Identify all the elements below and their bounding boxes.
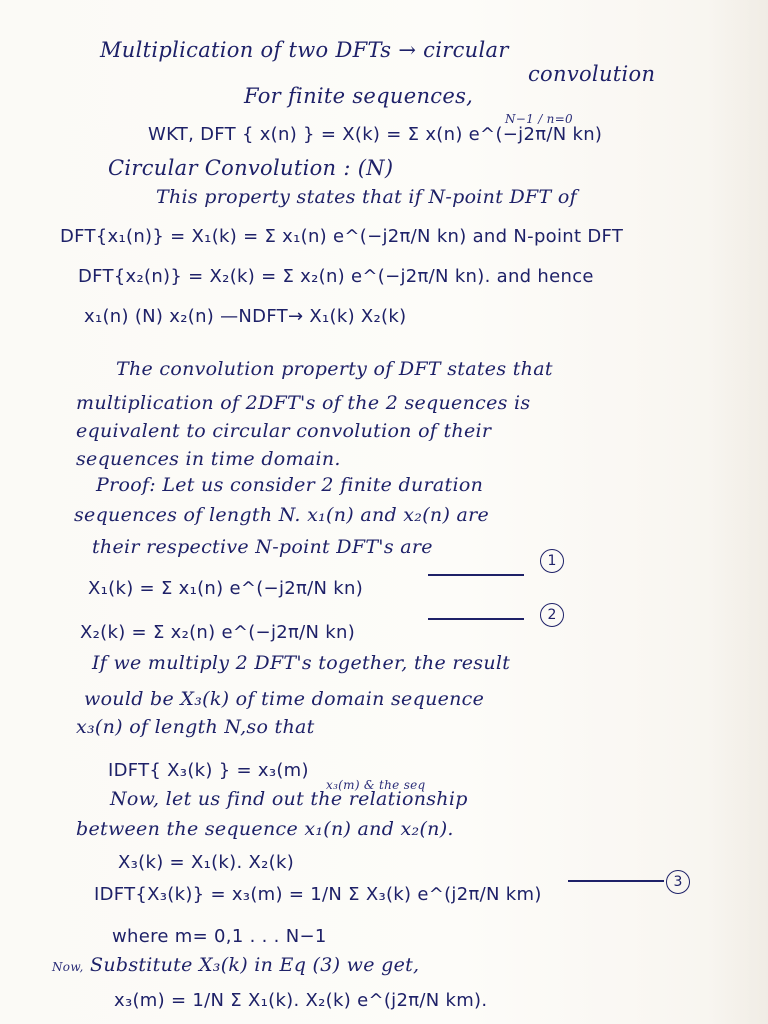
text-line-p11: their respective N-point DFT's are	[92, 536, 433, 558]
equation-dft-x2: DFT{x₂(n)} = X₂(k) = Σ x₂(n) e^(−j2π/N kn). and hence	[78, 266, 594, 287]
equation-idft-x3: IDFT{ X₃(k) } = x₃(m)	[108, 760, 309, 781]
text-line-substitute: Substitute X₃(k) in Eq (3) we get,	[90, 954, 420, 976]
title-line-1: Multiplication of two DFTs → circular	[100, 38, 509, 62]
text-line-p6: multiplication of 2DFT's of the 2 sequences is	[76, 392, 531, 414]
text-line-where: where m= 0,1 . . . N−1	[112, 926, 327, 947]
circular-convolution-heading: Circular Convolution : (N)	[108, 156, 394, 180]
equation-2: X₂(k) = Σ x₂(n) e^(−j2π/N kn)	[80, 622, 356, 643]
text-line-p14: x₃(n) of length N,so that	[76, 716, 315, 738]
equation-3-leader	[568, 880, 664, 882]
equation-1: X₁(k) = Σ x₁(n) e^(−j2π/N kn)	[88, 578, 364, 599]
text-line-p17: between the sequence x₁(n) and x₂(n).	[76, 818, 454, 840]
text-line-p5: The convolution property of DFT states that	[116, 358, 553, 380]
wkt-dft-definition: WKT, DFT { x(n) } = X(k) = Σ x(n) e^(−j2π/N kn)	[148, 124, 603, 145]
text-line-proof: Proof: Let us consider 2 finite duration	[96, 474, 484, 496]
equation-x3-product: X₃(k) = X₁(k). X₂(k)	[118, 852, 295, 873]
text-line-p13: would be X₃(k) of time domain sequence	[84, 688, 485, 710]
equation-1-leader	[428, 574, 524, 576]
text-line-p12: If we multiply 2 DFT's together, the result	[92, 652, 511, 674]
text-line-p10: sequences of length N. x₁(n) and x₂(n) are	[74, 504, 490, 526]
equation-3-number: 3	[666, 870, 690, 894]
equation-1-number: 1	[540, 549, 564, 573]
equation-idft-sum: IDFT{X₃(k)} = x₃(m) = 1/N Σ X₃(k) e^(j2π/N km)	[94, 884, 542, 905]
equation-dft-x1: DFT{x₁(n)} = X₁(k) = Σ x₁(n) e^(−j2π/N kn) and N-point DFT	[60, 226, 624, 247]
text-line-p7: equivalent to circular convolution of their	[76, 420, 492, 442]
equation-2-leader	[428, 618, 524, 620]
text-line-p8: sequences in time domain.	[76, 448, 341, 470]
text-line-p16: Now, let us find out the relationship	[110, 788, 468, 810]
title-line-3: For finite sequences,	[244, 84, 474, 108]
equation-2-number: 2	[540, 603, 564, 627]
now-prefix: Now,	[52, 960, 84, 974]
text-line-p1: This property states that if N-point DFT of	[156, 186, 577, 208]
equation-x3m-final: x₃(m) = 1/N Σ X₁(k). X₂(k) e^(j2π/N km).	[114, 990, 488, 1011]
equation-ndft-relation: x₁(n) (N) x₂(n) —NDFT→ X₁(k) X₂(k)	[84, 306, 407, 327]
wkt-sum-limits: N−1 / n=0	[505, 112, 573, 126]
title-line-2: convolution	[528, 62, 656, 86]
margin-note-x3m: x₃(m) & the seq	[326, 778, 426, 792]
